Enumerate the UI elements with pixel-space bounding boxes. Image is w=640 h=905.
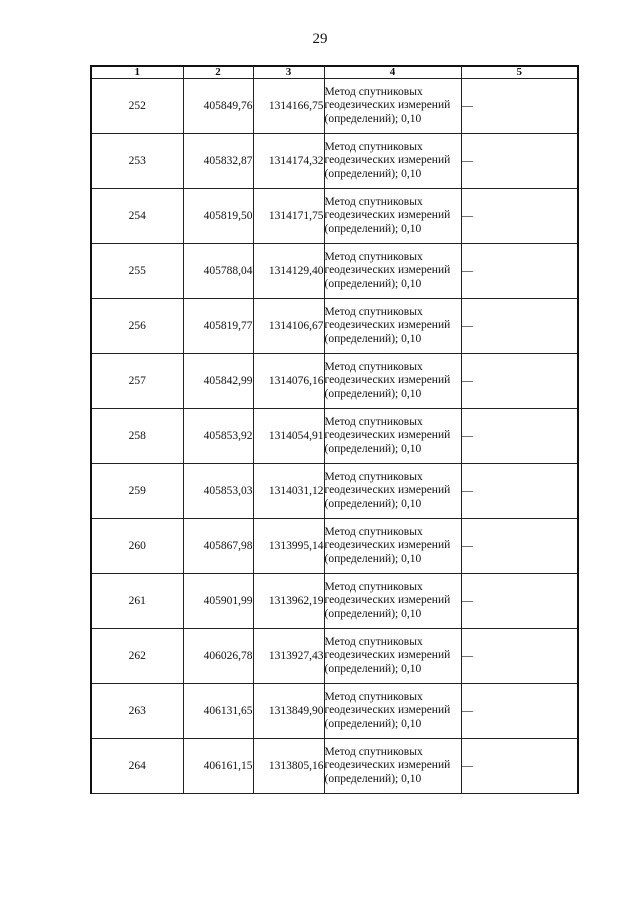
note-cell: — bbox=[461, 739, 578, 794]
method-cell: Метод спутниковых геодезических измерений (определений); 0,10 bbox=[324, 354, 461, 409]
note-cell: — bbox=[461, 519, 578, 574]
table-row bbox=[91, 79, 578, 134]
y-coordinate-cell: 1314054,91 bbox=[253, 409, 324, 464]
point-number-cell: 264 bbox=[91, 739, 183, 794]
point-number-cell: 257 bbox=[91, 354, 183, 409]
method-cell: Метод спутниковых геодезических измерений (определений); 0,10 bbox=[324, 409, 461, 464]
method-cell: Метод спутниковых геодезических измерений (определений); 0,10 bbox=[324, 684, 461, 739]
x-coordinate-cell: 405842,99 bbox=[183, 354, 253, 409]
table-row bbox=[91, 244, 578, 299]
method-cell: Метод спутниковых геодезических измерений (определений); 0,10 bbox=[324, 519, 461, 574]
table-row bbox=[91, 684, 578, 739]
column-header-5: 5 bbox=[461, 66, 578, 79]
x-coordinate-cell: 405867,98 bbox=[183, 519, 253, 574]
point-number-cell: 261 bbox=[91, 574, 183, 629]
note-cell: — bbox=[461, 684, 578, 739]
table-row bbox=[91, 299, 578, 354]
x-coordinate-cell: 405788,04 bbox=[183, 244, 253, 299]
method-cell: Метод спутниковых геодезических измерений (определений); 0,10 bbox=[324, 574, 461, 629]
method-cell: Метод спутниковых геодезических измерений (определений); 0,10 bbox=[324, 739, 461, 794]
point-number-cell: 259 bbox=[91, 464, 183, 519]
note-cell: — bbox=[461, 409, 578, 464]
x-coordinate-cell: 405832,87 bbox=[183, 134, 253, 189]
point-number-cell: 253 bbox=[91, 134, 183, 189]
method-cell: Метод спутниковых геодезических измерений (определений); 0,10 bbox=[324, 629, 461, 684]
table-row bbox=[91, 409, 578, 464]
point-number-cell: 260 bbox=[91, 519, 183, 574]
coordinates-table bbox=[90, 65, 579, 794]
x-coordinate-cell: 405819,50 bbox=[183, 189, 253, 244]
column-header-2: 2 bbox=[183, 66, 253, 79]
table-row bbox=[91, 574, 578, 629]
y-coordinate-cell: 1314129,40 bbox=[253, 244, 324, 299]
note-cell: — bbox=[461, 574, 578, 629]
point-number-cell: 252 bbox=[91, 79, 183, 134]
y-coordinate-cell: 1314076,16 bbox=[253, 354, 324, 409]
x-coordinate-cell: 405849,76 bbox=[183, 79, 253, 134]
table-row bbox=[91, 189, 578, 244]
x-coordinate-cell: 405853,03 bbox=[183, 464, 253, 519]
x-coordinate-cell: 405853,92 bbox=[183, 409, 253, 464]
method-cell: Метод спутниковых геодезических измерений (определений); 0,10 bbox=[324, 244, 461, 299]
page-number: 29 bbox=[312, 31, 328, 47]
y-coordinate-cell: 1313927,43 bbox=[253, 629, 324, 684]
method-cell: Метод спутниковых геодезических измерений (определений); 0,10 bbox=[324, 299, 461, 354]
point-number-cell: 263 bbox=[91, 684, 183, 739]
y-coordinate-cell: 1314031,12 bbox=[253, 464, 324, 519]
table-row bbox=[91, 519, 578, 574]
x-coordinate-cell: 405901,99 bbox=[183, 574, 253, 629]
column-header-1: 1 bbox=[91, 66, 183, 79]
x-coordinate-cell: 406161,15 bbox=[183, 739, 253, 794]
x-coordinate-cell: 406026,78 bbox=[183, 629, 253, 684]
y-coordinate-cell: 1313849,90 bbox=[253, 684, 324, 739]
note-cell: — bbox=[461, 79, 578, 134]
y-coordinate-cell: 1314166,75 bbox=[253, 79, 324, 134]
x-coordinate-cell: 406131,65 bbox=[183, 684, 253, 739]
table-row bbox=[91, 354, 578, 409]
point-number-cell: 256 bbox=[91, 299, 183, 354]
note-cell: — bbox=[461, 189, 578, 244]
column-header-3: 3 bbox=[253, 66, 324, 79]
point-number-cell: 255 bbox=[91, 244, 183, 299]
table-row bbox=[91, 134, 578, 189]
method-cell: Метод спутниковых геодезических измерений (определений); 0,10 bbox=[324, 79, 461, 134]
point-number-cell: 258 bbox=[91, 409, 183, 464]
y-coordinate-cell: 1314171,75 bbox=[253, 189, 324, 244]
column-header-4: 4 bbox=[324, 66, 461, 79]
method-cell: Метод спутниковых геодезических измерений (определений); 0,10 bbox=[324, 189, 461, 244]
note-cell: — bbox=[461, 299, 578, 354]
table-row bbox=[91, 739, 578, 794]
x-coordinate-cell: 405819,77 bbox=[183, 299, 253, 354]
point-number-cell: 262 bbox=[91, 629, 183, 684]
point-number-cell: 254 bbox=[91, 189, 183, 244]
note-cell: — bbox=[461, 354, 578, 409]
table-row bbox=[91, 464, 578, 519]
table-header-row bbox=[91, 66, 578, 79]
y-coordinate-cell: 1313995,14 bbox=[253, 519, 324, 574]
y-coordinate-cell: 1314106,67 bbox=[253, 299, 324, 354]
method-cell: Метод спутниковых геодезических измерений (определений); 0,10 bbox=[324, 464, 461, 519]
table-row bbox=[91, 629, 578, 684]
note-cell: — bbox=[461, 134, 578, 189]
y-coordinate-cell: 1313962,19 bbox=[253, 574, 324, 629]
y-coordinate-cell: 1314174,32 bbox=[253, 134, 324, 189]
note-cell: — bbox=[461, 464, 578, 519]
y-coordinate-cell: 1313805,16 bbox=[253, 739, 324, 794]
note-cell: — bbox=[461, 244, 578, 299]
note-cell: — bbox=[461, 629, 578, 684]
method-cell: Метод спутниковых геодезических измерений (определений); 0,10 bbox=[324, 134, 461, 189]
table-body bbox=[91, 79, 578, 794]
